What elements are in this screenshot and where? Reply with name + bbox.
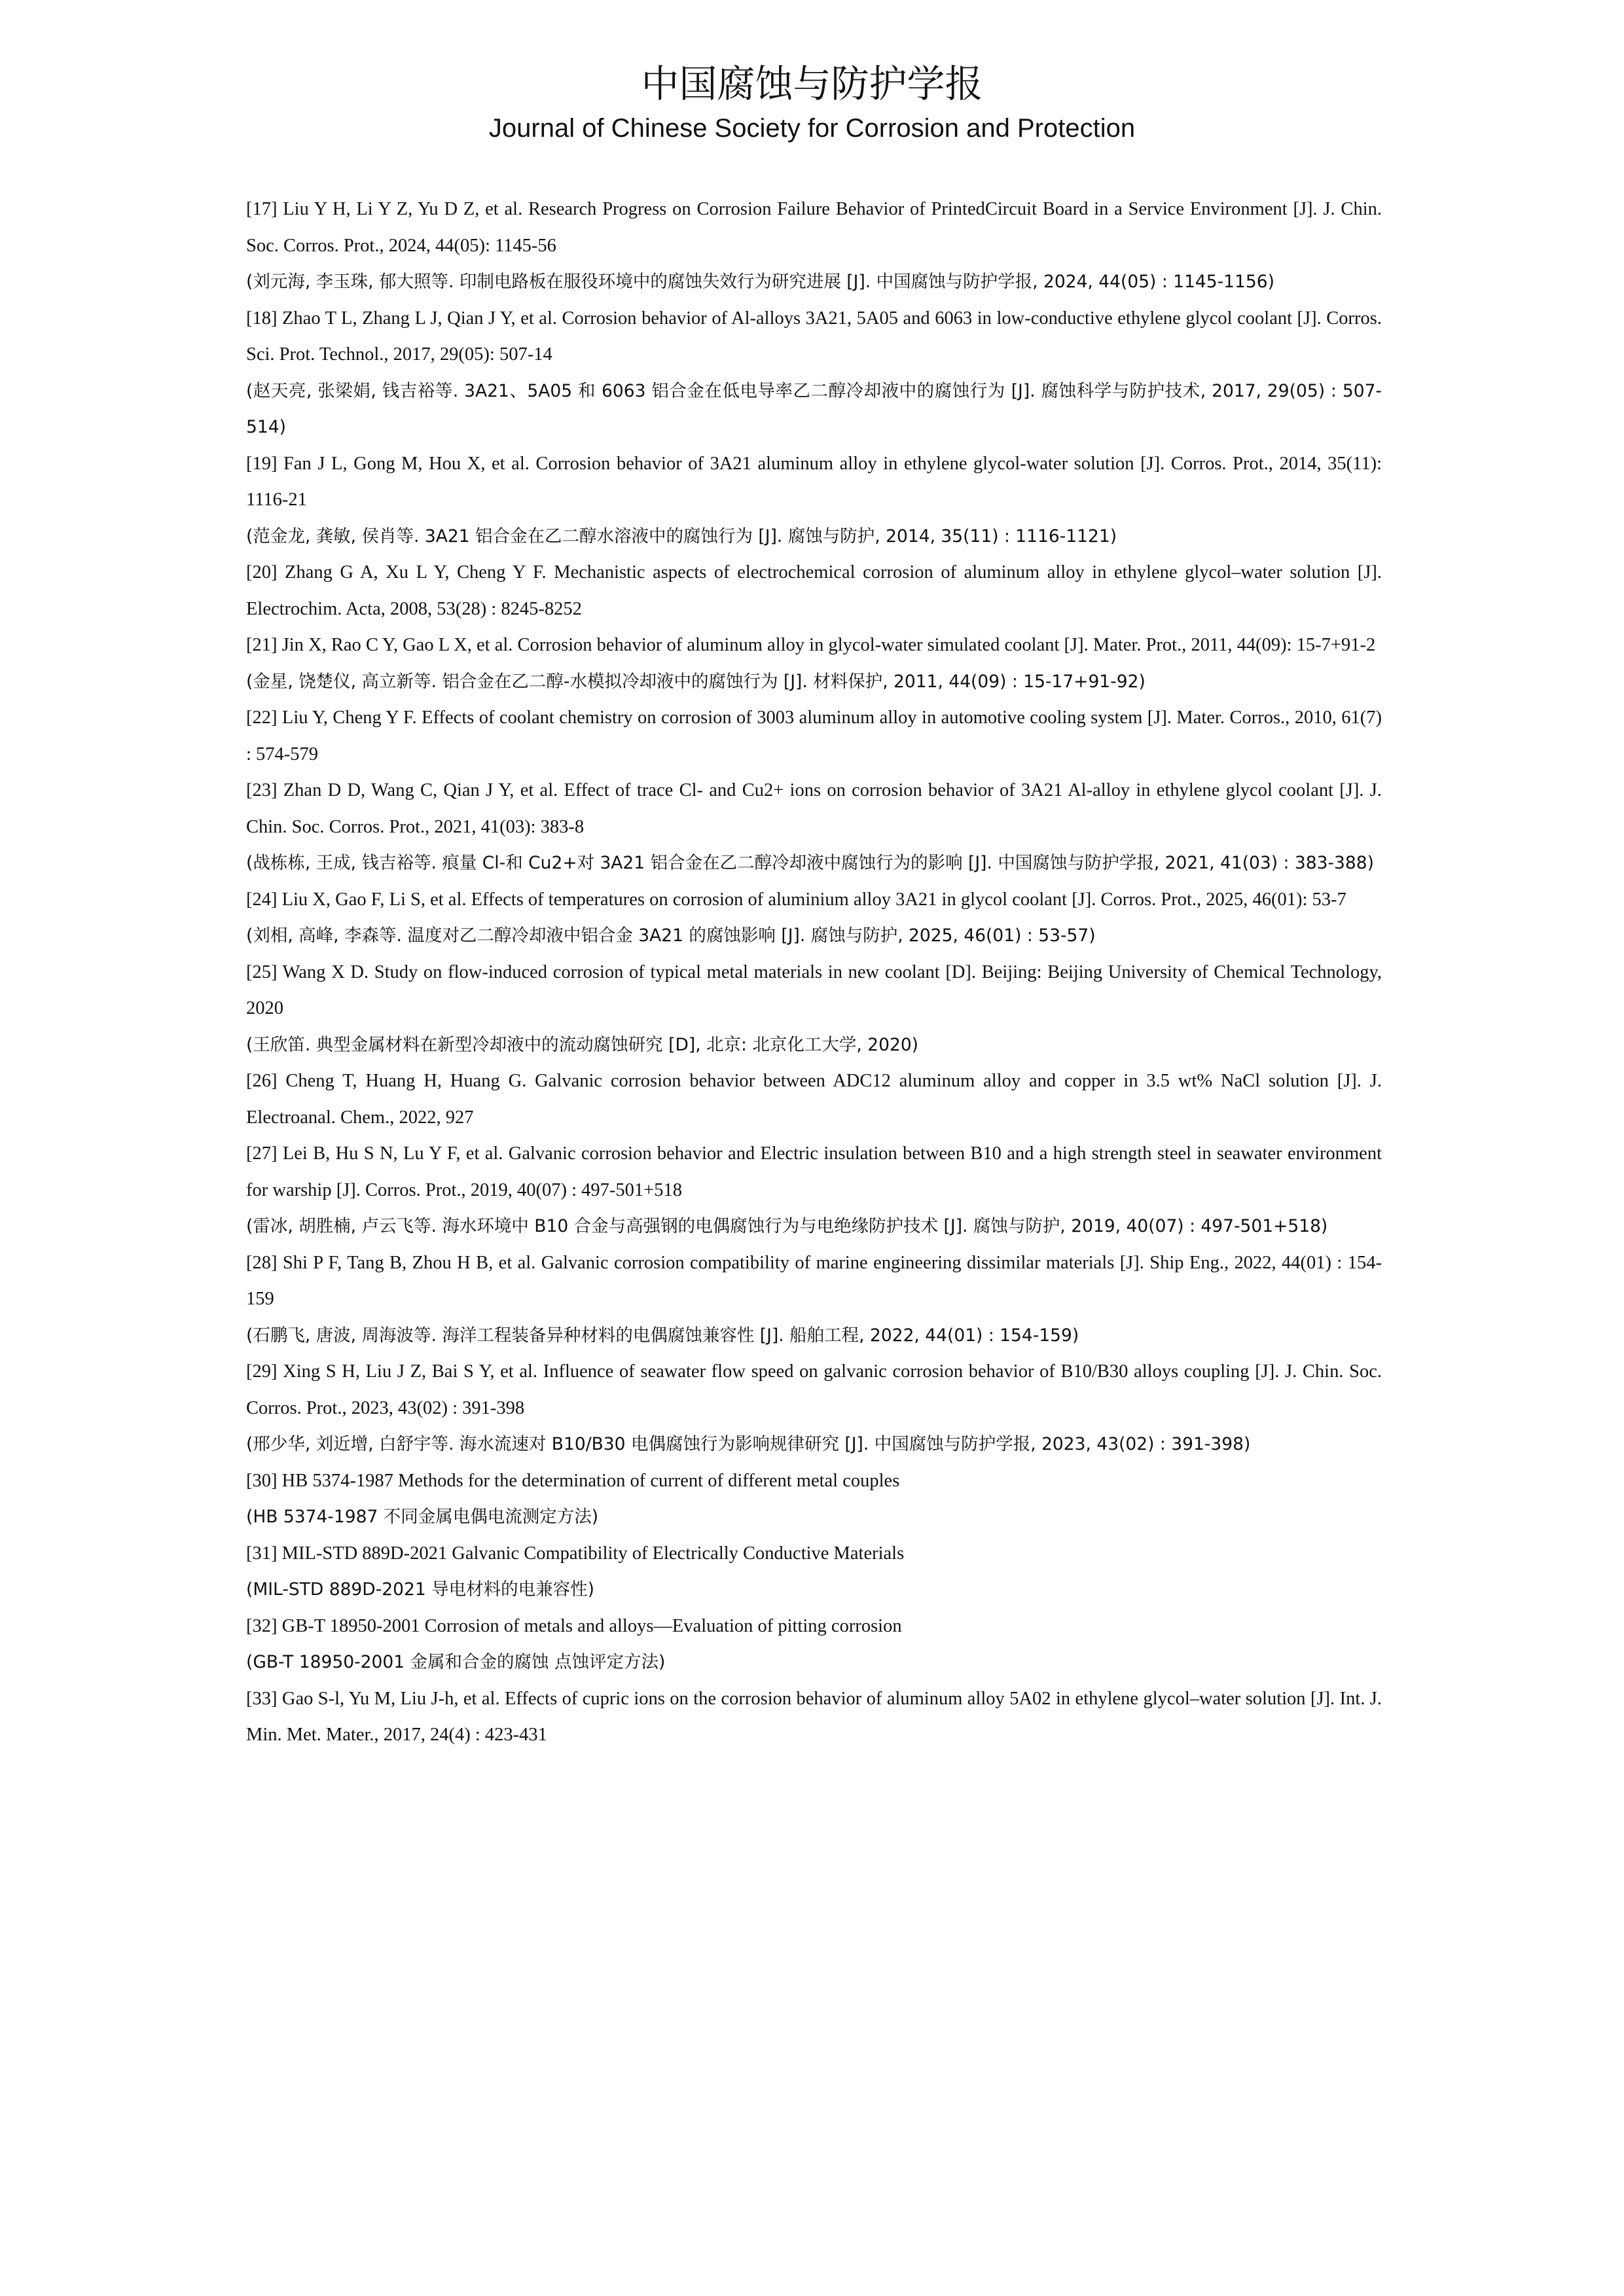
reference-translation: (邢少华, 刘近增, 白舒宇等. 海水流速对 B10/B30 电偶腐蚀行为影响规律研究 [J]. 中国腐蚀与防护学报, 2023, 43(02) : 391-398) (246, 1434, 1251, 1454)
reference-entry: [18] Zhao T L, Zhang L J, Qian J Y, et al. Corrosion behavior of Al-alloys 3A21, 5A05 and 6063 in low-conductive ethylene glycol coolant [J]. Corros. Sci. Prot. Technol., 2017, 29(05): 507-14 (246, 308, 1382, 365)
reference-entry: [25] Wang X D. Study on flow-induced corrosion of typical metal materials in new coolant [D]. Beijing: Beijing University of Chemical Technology, 2020 (246, 961, 1382, 1018)
reference-translation: (金星, 饶楚仪, 高立新等. 铝合金在乙二醇-水模拟冷却液中的腐蚀行为 [J]. 材料保护, 2011, 44(09) : 15-17+91-92) (246, 671, 1146, 692)
reference-entry: [23] Zhan D D, Wang C, Qian J Y, et al. Effect of trace Cl- and Cu2+ ions on corrosion behavior of 3A21 Al-alloy in ethylene glycol coolant [J]. J. Chin. Soc. Corros. Prot., 2021, 41(03): 383-8 (246, 780, 1382, 837)
reference-translation: (HB 5374-1987 不同金属电偶电流测定方法) (246, 1507, 599, 1527)
reference-entry: [27] Lei B, Hu S N, Lu Y F, et al. Galvanic corrosion behavior and Electric insulation between B10 and a high strength steel in seawater environment for warship [J]. Corros. Prot., 2019, 40(07) : 497-501+518 (246, 1143, 1382, 1200)
reference-translation: (GB-T 18950-2001 金属和合金的腐蚀 点蚀评定方法) (246, 1652, 666, 1672)
journal-title-cn: 中国腐蚀与防护学报 (641, 62, 983, 106)
reference-entry: [17] Liu Y H, Li Y Z, Yu D Z, et al. Research Progress on Corrosion Failure Behavior of PrintedCircuit Board in a Service Environment [J]. J. Chin. Soc. Corros. Prot., 2024, 44(05): 1145-56 (246, 199, 1382, 256)
reference-translation: (刘元海, 李玉珠, 郁大照等. 印制电路板在服役环境中的腐蚀失效行为研究进展 [J]. 中国腐蚀与防护学报, 2024, 44(05) : 1145-1156) (246, 272, 1274, 292)
reference-translation: (刘相, 高峰, 李森等. 温度对乙二醇冷却液中铝合金 3A21 的腐蚀影响 [J]. 腐蚀与防护, 2025, 46(01) : 53-57) (246, 925, 1096, 946)
reference-entry: [32] GB-T 18950-2001 Corrosion of metals and alloys—Evaluation of pitting corrosion (246, 1615, 902, 1636)
reference-entry: [33] Gao S-l, Yu M, Liu J-h, et al. Effects of cupric ions on the corrosion behavior of aluminum alloy 5A02 in ethylene glycol–water solution [J]. Int. J. Min. Met. Mater., 2017, 24(4) : 423-431 (246, 1688, 1382, 1745)
reference-translation: (范金龙, 龚敏, 侯肖等. 3A21 铝合金在乙二醇水溶液中的腐蚀行为 [J]. 腐蚀与防护, 2014, 35(11) : 1116-1121) (246, 526, 1117, 547)
reference-entry: [19] Fan J L, Gong M, Hou X, et al. Corrosion behavior of 3A21 aluminum alloy in ethylene glycol-water solution [J]. Corros. Prot., 2014, 35(11): 1116-21 (246, 453, 1382, 510)
reference-entry: [31] MIL-STD 889D-2021 Galvanic Compatibility of Electrically Conductive Materials (246, 1543, 905, 1564)
reference-entry: [26] Cheng T, Huang H, Huang G. Galvanic corrosion behavior between ADC12 aluminum alloy and copper in 3.5 wt% NaCl solution [J]. J. Electroanal. Chem., 2022, 927 (246, 1071, 1382, 1128)
reference-entry: [30] HB 5374-1987 Methods for the determination of current of different metal couples (246, 1470, 900, 1491)
reference-translation: (石鹏飞, 唐波, 周海波等. 海洋工程装备异种材料的电偶腐蚀兼容性 [J]. 船舶工程, 2022, 44(01) : 154-159) (246, 1325, 1079, 1346)
reference-translation: (雷冰, 胡胜楠, 卢云飞等. 海水环境中 B10 合金与高强钢的电偶腐蚀行为与电绝缘防护技术 [J]. 腐蚀与防护, 2019, 40(07) : 497-501+518) (246, 1216, 1328, 1236)
journal-title-en: Journal of Chinese Society for Corrosion and Protection (488, 114, 1136, 143)
reference-entry: [22] Liu Y, Cheng Y F. Effects of coolant chemistry on corrosion of 3003 aluminum alloy in automotive cooling system [J]. Mater. Corros., 2010, 61(7) : 574-579 (246, 708, 1382, 764)
page-header (0, 60, 1624, 147)
reference-entry: [21] Jin X, Rao C Y, Gao L X, et al. Corrosion behavior of aluminum alloy in glycol-water simulated coolant [J]. Mater. Prot., 2011, 44(09): 15-7+91-2 (246, 635, 1376, 655)
reference-translation: (战栋栋, 王成, 钱吉裕等. 痕量 Cl-和 Cu2+对 3A21 铝合金在乙二醇冷却液中腐蚀行为的影响 [J]. 中国腐蚀与防护学报, 2021, 41(03) : 383-388) (246, 853, 1374, 873)
reference-translation: (赵天亮, 张梁娟, 钱吉裕等. 3A21、5A05 和 6063 铝合金在低电导率乙二醇冷却液中的腐蚀行为 [J]. 腐蚀科学与防护技术, 2017, 29(05) : 507-514) (246, 380, 1382, 437)
reference-translation: (MIL-STD 889D-2021 导电材料的电兼容性) (246, 1579, 594, 1600)
reference-list (246, 191, 1382, 1753)
reference-entry: [24] Liu X, Gao F, Li S, et al. Effects of temperatures on corrosion of aluminium alloy 3A21 in glycol coolant [J]. Corros. Prot., 2025, 46(01): 53-7 (246, 889, 1346, 910)
reference-entry: [29] Xing S H, Liu J Z, Bai S Y, et al. Influence of seawater flow speed on galvanic corrosion behavior of B10/B30 alloys coupling [J]. J. Chin. Soc. Corros. Prot., 2023, 43(02) : 391-398 (246, 1361, 1382, 1418)
reference-entry: [28] Shi P F, Tang B, Zhou H B, et al. Galvanic corrosion compatibility of marine engineering dissimilar materials [J]. Ship Eng., 2022, 44(01) : 154-159 (246, 1252, 1382, 1309)
reference-entry: [20] Zhang G A, Xu L Y, Cheng Y F. Mechanistic aspects of electrochemical corrosion of aluminum alloy in ethylene glycol–water solution [J]. Electrochim. Acta, 2008, 53(28) : 8245-8252 (246, 562, 1382, 619)
reference-translation: (王欣笛. 典型金属材料在新型冷却液中的流动腐蚀研究 [D], 北京: 北京化工大学, 2020) (246, 1034, 919, 1055)
